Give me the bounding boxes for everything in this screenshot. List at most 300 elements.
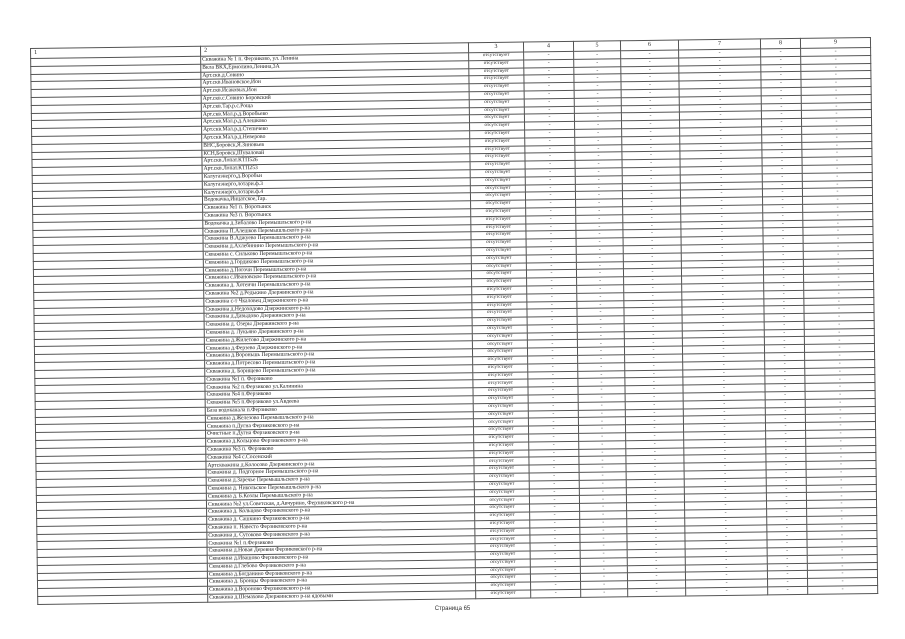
dash-cell-col8: - — [764, 321, 804, 329]
status-cell: отсутствует — [473, 403, 528, 412]
dash-cell-col5: - — [579, 480, 626, 488]
status-cell: отсутствует — [470, 146, 525, 155]
dash-cell-col7: - — [683, 369, 765, 378]
dash-cell-col6: - — [625, 409, 683, 418]
dash-cell-col7: - — [684, 439, 766, 448]
dash-cell-col7: - — [684, 431, 766, 440]
object-name-cell: Скважина д. Озеры Дзержинского р-на — [204, 318, 472, 329]
column-number-4: 4 — [523, 41, 573, 52]
dash-cell-col7: - — [679, 49, 761, 58]
dash-cell-col7: - — [682, 298, 764, 307]
dash-cell-col5: - — [580, 550, 627, 558]
dash-cell-col6: - — [622, 136, 680, 145]
status-cell: отсутствует — [474, 450, 529, 459]
dash-cell-col6: - — [623, 214, 681, 223]
dash-cell-col9: - — [805, 422, 875, 431]
dash-cell-col4: - — [524, 67, 574, 75]
object-name-cell: Арт.скв.Лопат.КТП253 — [202, 162, 470, 173]
dash-cell-col9: - — [804, 305, 874, 314]
dash-cell-col7: - — [679, 111, 761, 120]
dash-cell-col8: - — [761, 64, 801, 72]
dash-cell-col9: - — [807, 507, 877, 516]
dash-cell-col6: - — [623, 222, 681, 231]
dash-cell-col8: - — [766, 493, 806, 501]
object-name-cell: Скважина д. Лукьяно Дзержинского р-на — [204, 326, 472, 337]
dash-cell-col8: - — [767, 524, 807, 532]
dash-cell-col8: - — [762, 134, 802, 142]
dash-cell-col4: - — [527, 309, 577, 317]
dash-cell-col7: - — [681, 213, 763, 222]
dash-cell-col4: - — [527, 340, 577, 348]
dash-cell-col6: - — [621, 73, 679, 82]
object-name-cell: Арт.скв.Лопат.КТП526 — [202, 154, 470, 165]
dash-cell-col9: - — [803, 250, 873, 259]
dash-cell-col4: - — [526, 254, 576, 262]
dash-cell-col9: - — [801, 79, 871, 88]
status-cell: отсутствует — [472, 333, 527, 342]
object-name-cell: Арт.скв.Исаковых,Ион — [201, 84, 469, 95]
dash-cell-col6: - — [627, 541, 685, 550]
dash-cell-col8: - — [761, 48, 801, 56]
dash-cell-col8: - — [763, 259, 803, 267]
dash-cell-col4: - — [526, 231, 576, 239]
dash-cell-col4: - — [529, 496, 579, 504]
dash-cell-col7: - — [685, 525, 767, 534]
dash-cell-col6: - — [621, 89, 679, 98]
status-cell: отсутствует — [471, 224, 526, 233]
status-cell: отсутствует — [473, 379, 528, 388]
object-name-cell: Калугаэнерго,лотари.ф.4 — [202, 185, 470, 196]
dash-cell-col9: - — [807, 546, 877, 555]
dash-cell-col4: - — [528, 426, 578, 434]
status-cell: отсутствует — [475, 512, 530, 521]
dash-cell-col4: - — [525, 122, 575, 130]
dash-cell-col4: - — [525, 153, 575, 161]
dash-cell-col6: - — [622, 151, 680, 160]
dash-cell-col6: - — [621, 97, 679, 106]
dash-cell-col9: - — [805, 367, 875, 376]
dash-cell-col8: - — [767, 532, 807, 540]
dash-cell-col4: - — [525, 129, 575, 137]
dash-cell-col8: - — [767, 555, 807, 563]
object-name-cell: Скважина с. Сильково Перемышльского р-на — [203, 248, 471, 259]
dash-cell-col8: - — [768, 586, 808, 594]
dash-cell-col5: - — [574, 90, 621, 98]
page-number: Страница 65 — [434, 606, 471, 612]
status-cell: отсутствует — [470, 138, 525, 147]
dash-cell-col5: - — [574, 66, 621, 74]
dash-cell-col5: - — [575, 144, 622, 152]
dash-cell-col4: - — [528, 387, 578, 395]
dash-cell-col7: - — [686, 579, 768, 588]
dash-cell-col7: - — [682, 275, 764, 284]
dash-cell-col5: - — [575, 168, 622, 176]
dash-cell-col4: - — [528, 410, 578, 418]
dash-cell-col9: - — [802, 188, 872, 197]
object-name-cell: Скважина д. Борищево Перемышльского р-на — [205, 365, 473, 376]
dash-cell-col5: - — [575, 191, 622, 199]
dash-cell-col6: - — [625, 354, 683, 363]
dash-cell-col9: - — [805, 414, 875, 423]
dash-cell-col4: - — [530, 535, 580, 543]
dash-cell-col6: - — [627, 565, 685, 574]
dash-cell-col9: - — [805, 383, 875, 392]
dash-cell-col4: - — [526, 207, 576, 215]
status-cell: отсутствует — [473, 418, 528, 427]
status-cell: отсутствует — [475, 559, 530, 568]
object-name-cell: Скважина д. Сутоково Ферзиковского р-на — [207, 528, 475, 539]
dash-cell-col7: - — [679, 80, 761, 89]
dash-cell-col6: - — [624, 299, 682, 308]
dash-cell-col9: - — [807, 539, 877, 548]
dash-cell-col9: - — [802, 133, 872, 142]
dash-cell-col8: - — [766, 438, 806, 446]
dash-cell-col7: - — [680, 119, 762, 128]
dash-cell-col4: - — [529, 465, 579, 473]
dash-cell-col9: - — [801, 86, 871, 95]
dash-cell-col4: - — [527, 324, 577, 332]
object-name-cell: Скважина д.Богданино Ферзиковского р-на — [207, 567, 475, 578]
dash-cell-col6: - — [625, 424, 683, 433]
object-name-cell: Скважина д.Заречье Перемышльского р-на — [206, 474, 474, 485]
object-name-cell: Калугаэнерго,лотари.ф.3 — [202, 177, 470, 188]
status-cell: отсутствует — [470, 169, 525, 178]
dash-cell-col8: - — [765, 391, 805, 399]
dash-cell-col6: - — [628, 580, 686, 589]
dash-cell-col9: - — [804, 313, 874, 322]
status-cell: отсутствует — [471, 231, 526, 240]
dash-cell-col4: - — [526, 223, 576, 231]
object-name-cell: Скважина д.Шемахово Дзержинского р-на ядовыми — [208, 591, 476, 602]
dash-cell-col5: - — [575, 121, 622, 129]
dash-cell-col7: - — [680, 166, 762, 175]
dash-cell-col8: - — [761, 119, 801, 127]
column-number-2: 2 — [200, 43, 468, 57]
dash-cell-col7: - — [684, 470, 766, 479]
dash-cell-col6: - — [623, 198, 681, 207]
status-cell: отсутствует — [472, 309, 527, 318]
status-cell: отсутствует — [472, 286, 527, 295]
dash-cell-col5: - — [576, 230, 623, 238]
dash-cell-col4: - — [529, 441, 579, 449]
object-name-cell: Скважина д. Хотеичи Перемышльского р-на — [204, 279, 472, 290]
dash-cell-col7: - — [683, 415, 765, 424]
dash-cell-col8: - — [766, 462, 806, 470]
dash-cell-col8: - — [763, 267, 803, 275]
dash-cell-col9: - — [806, 468, 876, 477]
dash-cell-col6: - — [622, 190, 680, 199]
dash-cell-col5: - — [577, 347, 624, 355]
dash-cell-col6: - — [621, 66, 679, 75]
dash-cell-col8: - — [767, 508, 807, 516]
dash-cell-col5: - — [576, 214, 623, 222]
dash-cell-col5: - — [574, 51, 621, 59]
object-name-cell: Арт.скв.Ивановское,Ион — [201, 76, 469, 87]
status-cell: отсутствует — [471, 263, 526, 272]
dash-cell-col4: - — [530, 566, 580, 574]
status-cell: отсутствует — [475, 551, 530, 560]
dash-cell-col4: - — [525, 176, 575, 184]
status-cell: отсутствует — [471, 200, 526, 209]
status-cell: отсутствует — [474, 442, 529, 451]
dash-cell-col4: - — [527, 285, 577, 293]
dash-cell-col4: - — [528, 379, 578, 387]
dash-cell-col7: - — [682, 291, 764, 300]
dash-cell-col6: - — [625, 385, 683, 394]
status-cell: отсутствует — [475, 520, 530, 529]
dash-cell-col4: - — [526, 215, 576, 223]
dash-cell-col9: - — [801, 94, 871, 103]
dash-cell-col6: - — [623, 237, 681, 246]
dash-cell-col7: - — [679, 104, 761, 113]
dash-cell-col6: - — [625, 362, 683, 371]
dash-cell-col8: - — [762, 181, 802, 189]
object-name-cell: Калугаэнерго,д.Воробьи — [202, 170, 470, 181]
dash-cell-col7: - — [680, 135, 762, 144]
dash-cell-col9: - — [806, 500, 876, 509]
status-cell: отсутствует — [475, 528, 530, 537]
dash-cell-col8: - — [764, 313, 804, 321]
dash-cell-col4: - — [528, 402, 578, 410]
dash-cell-col4: - — [530, 519, 580, 527]
dash-cell-col5: - — [579, 456, 626, 464]
dash-cell-col9: - — [805, 406, 875, 415]
status-cell: отсутствует — [472, 302, 527, 311]
status-cell: отсутствует — [475, 567, 530, 576]
dash-cell-col9: - — [804, 320, 874, 329]
status-cell: отсутствует — [474, 465, 529, 474]
object-name-cell: Вкла ВКХ,Ермолино,Ленина,3А — [201, 61, 469, 72]
dash-cell-col7: - — [685, 548, 767, 557]
dash-cell-col5: - — [578, 370, 625, 378]
dash-cell-col9: - — [801, 71, 871, 80]
group-cell — [38, 594, 208, 604]
dash-cell-col9: - — [806, 445, 876, 454]
dash-cell-col5: - — [579, 472, 626, 480]
dash-cell-col8: - — [766, 501, 806, 509]
object-name-cell: База водоканала п.Ферзиково — [205, 404, 473, 415]
dash-cell-col5: - — [576, 222, 623, 230]
dash-cell-col8: - — [763, 204, 803, 212]
dash-cell-col5: - — [575, 183, 622, 191]
dash-cell-col8: - — [763, 243, 803, 251]
status-cell: отсутствует — [469, 68, 524, 77]
dash-cell-col6: - — [623, 229, 681, 238]
dash-cell-col7: - — [683, 384, 765, 393]
dash-cell-col9: - — [807, 554, 877, 563]
dash-cell-col6: - — [627, 502, 685, 511]
object-name-cell: Скважина д.Давыдово Дзержинского р-на — [204, 310, 472, 321]
dash-cell-col4: - — [529, 488, 579, 496]
dash-cell-col5: - — [575, 129, 622, 137]
dash-cell-col9: - — [801, 47, 871, 56]
dash-cell-col6: - — [624, 346, 682, 355]
dash-cell-col7: - — [680, 142, 762, 151]
dash-cell-col4: - — [527, 293, 577, 301]
dash-cell-col7: - — [680, 181, 762, 190]
status-cell: отсутствует — [470, 161, 525, 170]
dash-cell-col4: - — [528, 418, 578, 426]
dash-cell-col6: - — [622, 159, 680, 168]
dash-cell-col9: - — [802, 157, 872, 166]
dash-cell-col8: - — [766, 446, 806, 454]
dash-cell-col5: - — [576, 238, 623, 246]
dash-cell-col7: - — [685, 563, 767, 572]
dash-cell-col6: - — [623, 268, 681, 277]
object-name-cell: Скважина д. Сашкино Ферзиковского р-на — [207, 513, 475, 524]
dash-cell-col9: - — [802, 141, 872, 150]
dash-cell-col5: - — [575, 137, 622, 145]
dash-cell-col6: - — [621, 50, 679, 59]
object-name-cell: Скважина д.Глебово Ферзиковского р-на — [207, 560, 475, 571]
object-name-cell: Скважина д. Никольское Перемышльского р-на — [206, 482, 474, 493]
object-name-cell: Скважина д. Б.Козлы Перемышльского р-на — [206, 489, 474, 500]
dash-cell-col6: - — [622, 144, 680, 153]
dash-cell-col5: - — [579, 433, 626, 441]
object-name-cell: Очистные п.Дугна Ферзиковского р-на — [206, 427, 474, 438]
object-name-cell: Скважина п.Дугна Ферзиковского р-на — [205, 419, 473, 430]
dash-cell-col4: - — [525, 192, 575, 200]
dash-cell-col9: - — [802, 172, 872, 181]
dash-cell-col5: - — [580, 534, 627, 542]
dash-cell-col6: - — [624, 338, 682, 347]
dash-cell-col8: - — [761, 87, 801, 95]
dash-cell-col5: - — [578, 394, 625, 402]
column-number-3: 3 — [468, 42, 523, 53]
dash-cell-col8: - — [763, 220, 803, 228]
dash-cell-col9: - — [802, 164, 872, 173]
object-name-cell: Скважина д. Подгорное Перемышльского р-на — [206, 466, 474, 477]
dash-cell-col4: - — [526, 270, 576, 278]
dash-cell-col5: - — [579, 487, 626, 495]
dash-cell-col7: - — [682, 330, 764, 339]
object-name-cell: Скважина д.Гордиково Перемышльского р-на — [203, 255, 471, 266]
dash-cell-col8: - — [762, 189, 802, 197]
dash-cell-col5: - — [574, 98, 621, 106]
dash-cell-col5: - — [577, 300, 624, 308]
dash-cell-col8: - — [768, 579, 808, 587]
dash-cell-col8: - — [764, 298, 804, 306]
dash-cell-col9: - — [802, 180, 872, 189]
dash-cell-col4: - — [524, 98, 574, 106]
dash-cell-col9: - — [805, 359, 875, 368]
status-cell: отсутствует — [476, 582, 531, 591]
status-cell: отсутствует — [473, 364, 528, 373]
dash-cell-col5: - — [574, 82, 621, 90]
object-name-cell: Скважина д. Бронцы Ферзиковского р-на — [207, 575, 475, 586]
dash-cell-col5: - — [574, 59, 621, 67]
dash-cell-col9: - — [806, 476, 876, 485]
dash-cell-col7: - — [681, 220, 763, 229]
dash-cell-col7: - — [681, 252, 763, 261]
dash-cell-col4: - — [525, 168, 575, 176]
dash-cell-col4: - — [524, 75, 574, 83]
dash-cell-col9: - — [803, 227, 873, 236]
status-cell: отсутствует — [473, 387, 528, 396]
dash-cell-col7: - — [681, 236, 763, 245]
dash-cell-col6: - — [628, 588, 686, 597]
dash-cell-col7: - — [679, 57, 761, 66]
dash-cell-col5: - — [578, 409, 625, 417]
status-cell: отсутствует — [470, 122, 525, 131]
dash-cell-col8: - — [767, 547, 807, 555]
dash-cell-col8: - — [765, 352, 805, 360]
dash-cell-col7: - — [681, 228, 763, 237]
dash-cell-col6: - — [627, 572, 685, 581]
dash-cell-col8: - — [765, 376, 805, 384]
status-cell: отсутствует — [471, 270, 526, 279]
dash-cell-col8: - — [765, 384, 805, 392]
dash-cell-col8: - — [764, 329, 804, 337]
table-body — [31, 37, 878, 604]
dash-cell-col6: - — [625, 401, 683, 410]
dash-cell-col8: - — [761, 111, 801, 119]
status-cell: отсутствует — [472, 278, 527, 287]
object-name-cell: Арт.скв.с.Совино Боровский — [201, 92, 469, 103]
status-cell: отсутствует — [472, 294, 527, 303]
dash-cell-col4: - — [529, 472, 579, 480]
object-name-cell: Скважина д.Ферзево Дзержинского р-на — [204, 341, 472, 352]
dash-cell-col6: - — [621, 112, 679, 121]
dash-cell-col9: - — [801, 110, 871, 119]
document-page — [30, 37, 878, 605]
status-cell: отсутствует — [471, 208, 526, 217]
status-cell: отсутствует — [469, 75, 524, 84]
object-name-cell: Скважина №1 п. Ферзиково — [205, 372, 473, 383]
dash-cell-col9: - — [801, 63, 871, 72]
dash-cell-col4: - — [529, 457, 579, 465]
dash-cell-col4: - — [530, 504, 580, 512]
status-cell: отсутствует — [472, 340, 527, 349]
dash-cell-col8: - — [761, 103, 801, 111]
dash-cell-col9: - — [801, 118, 871, 127]
dash-cell-col5: - — [579, 464, 626, 472]
dash-cell-col7: - — [680, 150, 762, 159]
object-name-cell: Скважина с-т Чкаловец Дзержинского р-на — [204, 294, 472, 305]
dash-cell-col5: - — [577, 285, 624, 293]
dash-cell-col7: - — [682, 345, 764, 354]
dash-cell-col6: - — [627, 526, 685, 535]
dash-cell-col9: - — [807, 523, 877, 532]
column-number-5: 5 — [573, 41, 620, 52]
dash-cell-col4: - — [524, 90, 574, 98]
dash-cell-col4: - — [524, 106, 574, 114]
dash-cell-col7: - — [679, 88, 761, 97]
dash-cell-col8: - — [764, 306, 804, 314]
dash-cell-col6: - — [625, 370, 683, 379]
dash-cell-col5: - — [577, 308, 624, 316]
object-name-cell: КСН,Боровск,Шуваловай — [202, 146, 470, 157]
object-name-cell: Скважина д.Жилетово Дзержинского р-на — [204, 333, 472, 344]
dash-cell-col7: - — [683, 392, 765, 401]
object-name-cell: Скважина №4 п.Ферзиково — [205, 388, 473, 399]
dash-cell-col6: - — [625, 416, 683, 425]
dash-cell-col5: - — [576, 269, 623, 277]
dash-cell-col9: - — [802, 149, 872, 158]
dash-cell-col8: - — [764, 282, 804, 290]
dash-cell-col8: - — [762, 173, 802, 181]
object-name-cell: Скважина д.Потресово Перемышльского р-на — [205, 357, 473, 368]
status-cell: отсутствует — [475, 574, 530, 583]
dash-cell-col6: - — [624, 323, 682, 332]
dash-cell-col8: - — [766, 477, 806, 485]
dash-cell-col5: - — [579, 495, 626, 503]
dash-cell-col8: - — [762, 158, 802, 166]
dash-cell-col5: - — [576, 261, 623, 269]
status-cell: отсутствует — [474, 473, 529, 482]
dash-cell-col7: - — [685, 540, 767, 549]
object-name-cell: Скважина № 1 п. Ферзиково, ул. Ленина — [201, 53, 469, 64]
